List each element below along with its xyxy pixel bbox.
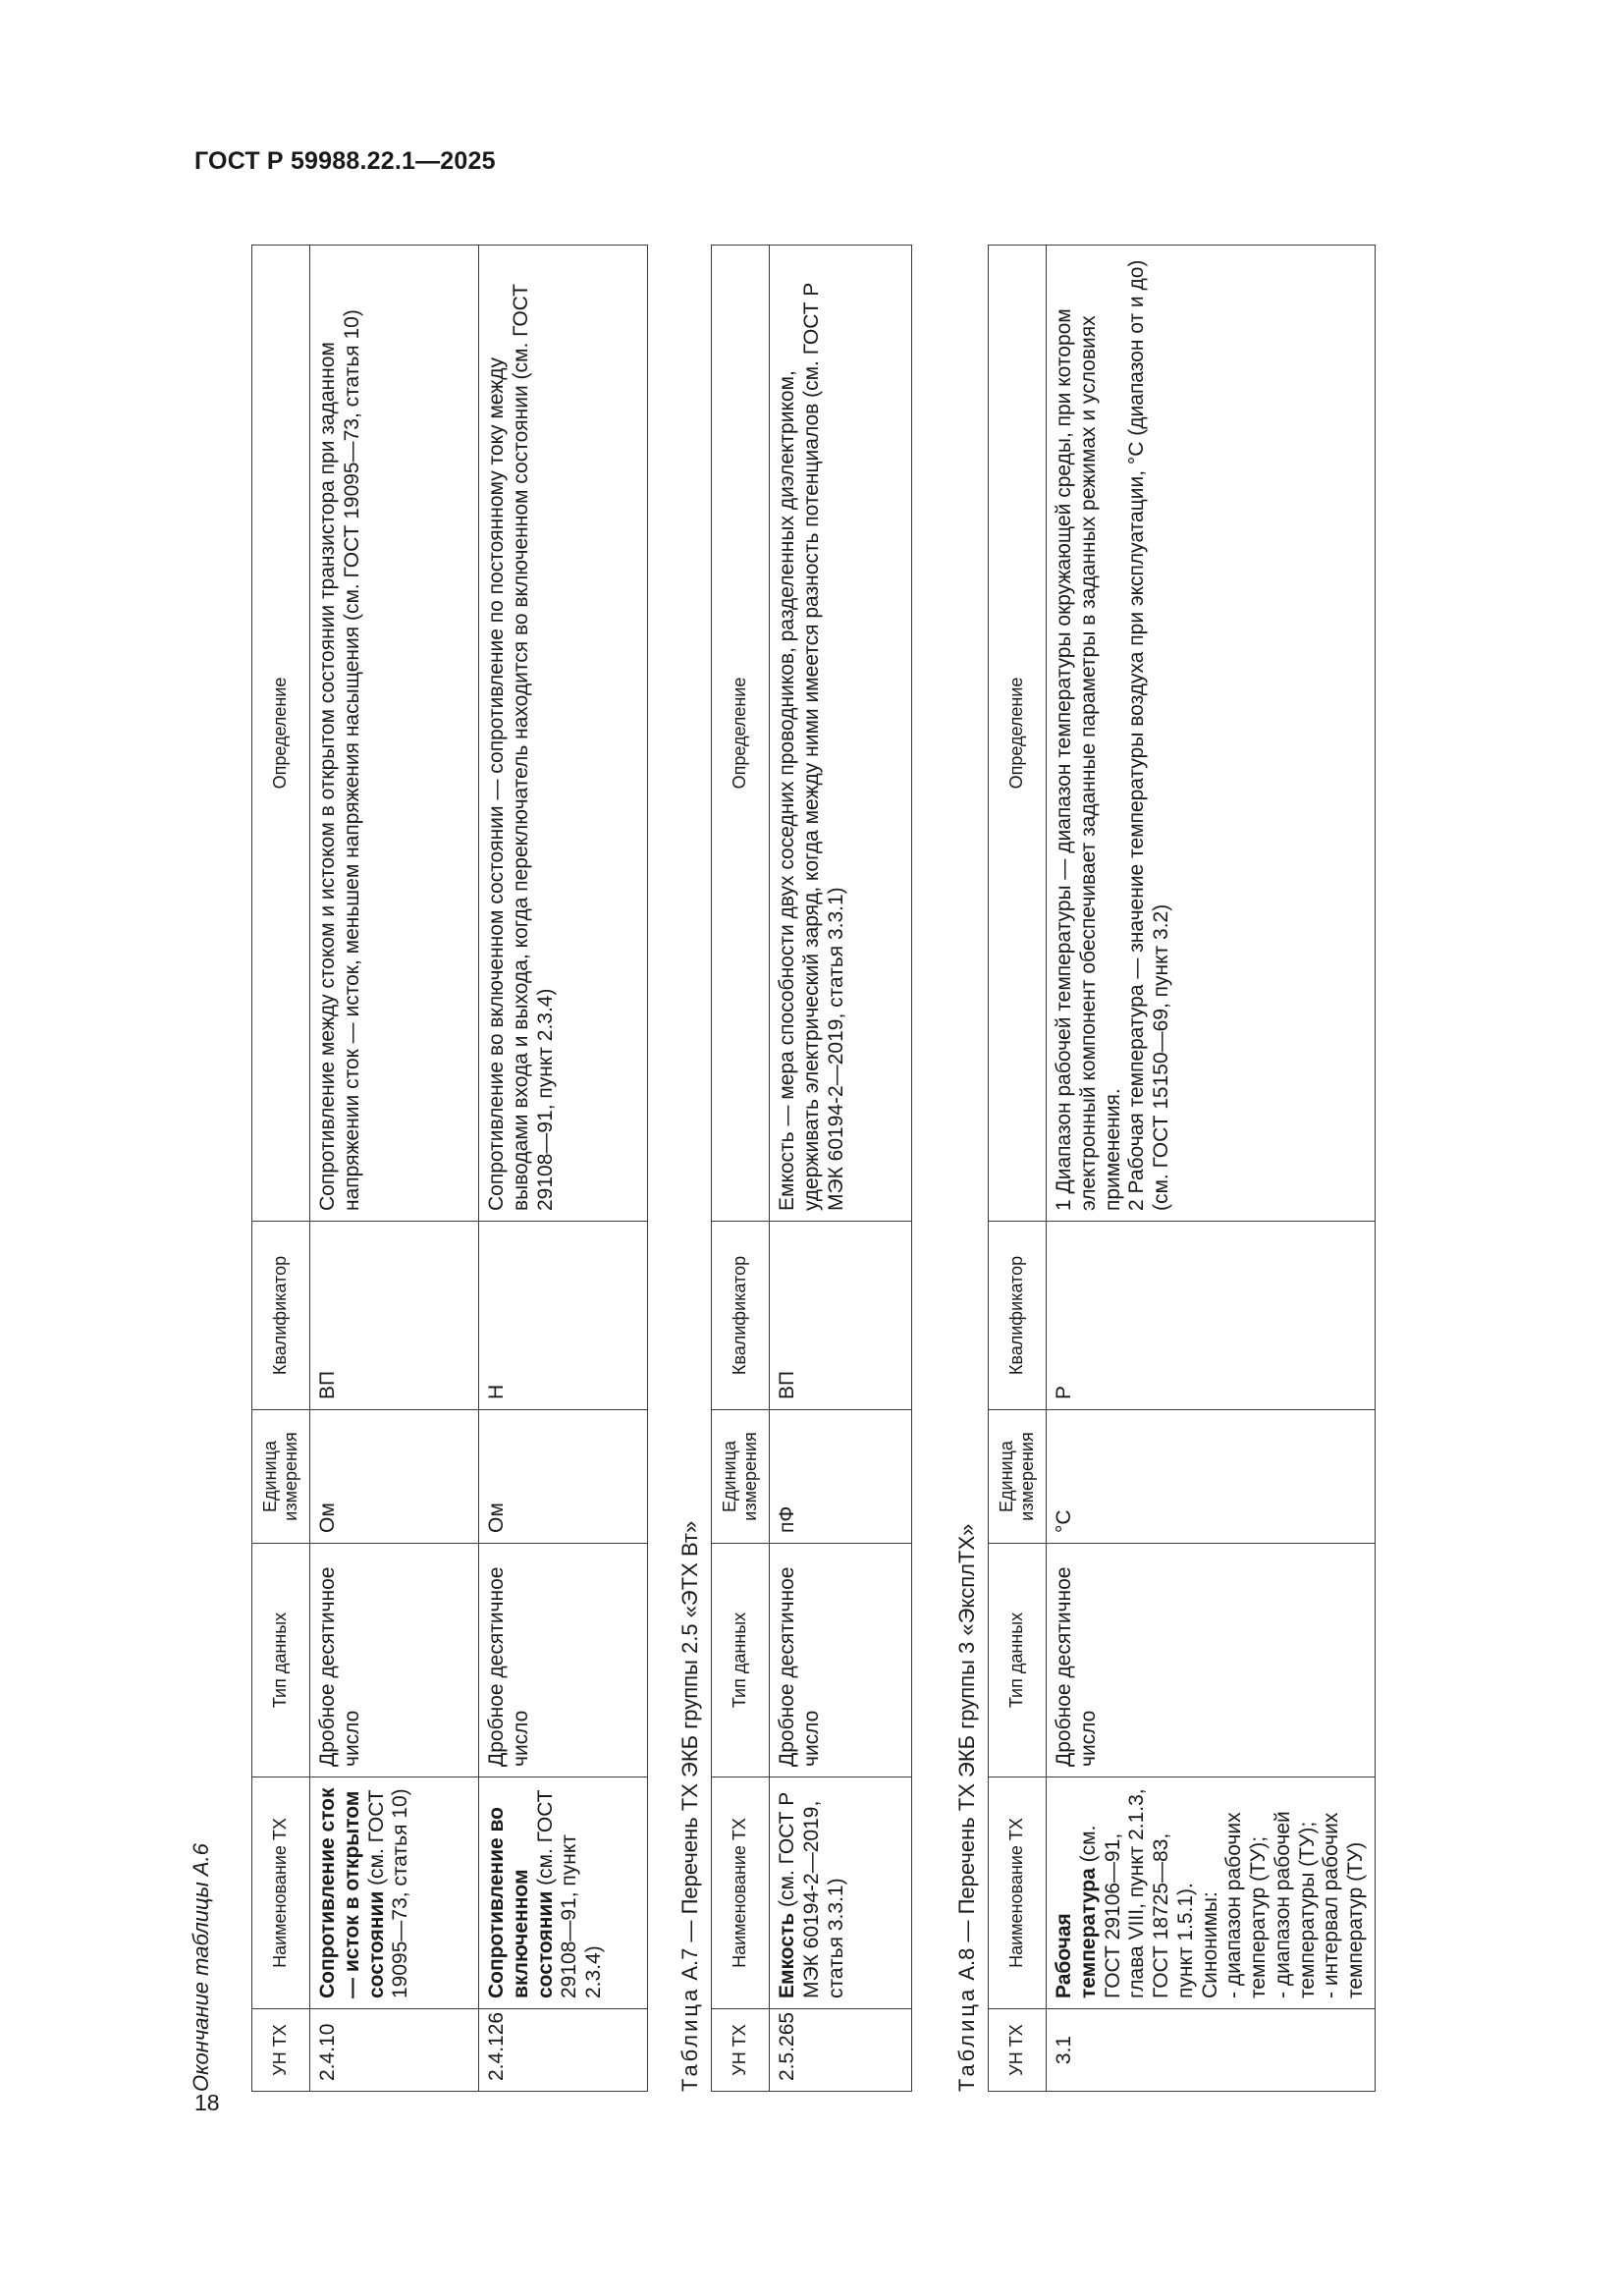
synonym-item: - диапазон рабочих температур (ТУ); <box>1222 1812 1271 1998</box>
col-unit-line2: измерения <box>740 1432 760 1521</box>
col-type: Тип данных <box>712 1544 770 1777</box>
term-ref: (см. ГОСТ 29106—91, глава VIII, пункт 2.1.3, ГОСТ 18725—83, пункт 1.5.1). <box>1076 1788 1197 1998</box>
col-unit-line1: Единица <box>259 1441 280 1512</box>
col-un: УН ТХ <box>712 2009 770 2092</box>
term-name: Емкость <box>776 1912 798 1998</box>
col-unit <box>989 1410 1047 1544</box>
document-header: ГОСТ Р 59988.22.1—2025 <box>194 147 496 175</box>
cell-name <box>1047 1777 1376 2009</box>
cell-qualifier: Р <box>1047 1222 1376 1410</box>
cell-type: Дробное десятичное число <box>1047 1544 1376 1777</box>
col-unit <box>252 1410 310 1544</box>
table-a6-header-row <box>252 246 310 2092</box>
col-name: Наименование ТХ <box>989 1777 1047 2009</box>
cell-name <box>310 1777 479 2009</box>
synonym-item: - диапазон рабочей температуры (ТУ); <box>1271 1811 1319 1998</box>
col-qualifier: Квалификатор <box>252 1222 310 1410</box>
cell-definition <box>1047 246 1376 1222</box>
col-type: Тип данных <box>252 1544 310 1777</box>
col-unit-line2: измерения <box>281 1432 300 1521</box>
cell-unit: Ом <box>479 1410 648 1544</box>
col-name: Наименование ТХ <box>252 1777 310 2009</box>
term-ref: (см. ГОСТ Р МЭК 60194-2—2019, статья 3.3.1) <box>776 1791 847 1998</box>
col-definition: Определение <box>989 246 1047 1222</box>
cell-type: Дробное десятичное число <box>770 1544 912 1777</box>
table-row <box>770 246 912 2092</box>
term-name: Сопротивление во включенном состоянии <box>485 1807 557 1998</box>
definition-item-1: 1 Диапазон рабочей температуры — диапазон температуры окружающей среды, при котором электронный компонент обеспечивает заданные параметры в заданных режимах и условиях применения. <box>1053 308 1124 1211</box>
col-unit-line1: Единица <box>719 1441 739 1512</box>
cell-unit: Ом <box>310 1410 479 1544</box>
table-a8-caption <box>954 1524 980 2092</box>
table-a6 <box>251 245 648 2092</box>
table-a7 <box>711 245 912 2092</box>
col-qualifier: Квалификатор <box>712 1222 770 1410</box>
table-a8 <box>988 245 1376 2092</box>
cell-definition: Сопротивление между стоком и истоком в открытом состоянии транзистора при заданном напряжении сток — исток, меньшем напряжения насыщения (см. ГОСТ 19095—73, статья 10) <box>310 246 479 1222</box>
col-qualifier: Квалификатор <box>989 1222 1047 1410</box>
cell-name <box>479 1777 648 2009</box>
table-row <box>310 246 479 2092</box>
cell-qualifier: ВП <box>770 1222 912 1410</box>
cell-un: 3.1 <box>1047 2009 1376 2092</box>
col-unit <box>712 1410 770 1544</box>
col-type: Тип данных <box>989 1544 1047 1777</box>
cell-type: Дробное десятичное число <box>479 1544 648 1777</box>
col-un: УН ТХ <box>989 2009 1047 2092</box>
cell-unit: °С <box>1047 1410 1376 1544</box>
cell-qualifier: Н <box>479 1222 648 1410</box>
term-name: Сопротивление сток — исток в открытом состоянии <box>316 1787 388 1998</box>
table-a7-header-row <box>712 246 770 2092</box>
table-a8-caption-word: Таблица <box>954 1986 979 2092</box>
table-row <box>479 246 648 2092</box>
cell-un: 2.4.126 <box>479 2009 648 2092</box>
definition-item-2: 2 Рабочая температура — значение температуры воздуха при эксплуатации, °С (диапазон от и до) (см. ГОСТ 15150—69, пункт 3.2) <box>1125 259 1173 1211</box>
col-unit-line2: измерения <box>1017 1432 1037 1521</box>
cell-un: 2.5.265 <box>770 2009 912 2092</box>
table-a8-caption-text: А.8 — Перечень ТХ ЭКБ группы 3 «ЭксплТХ» <box>954 1523 979 1987</box>
cell-definition: Емкость — мера способности двух соседних проводников, разделенных диэлектриком, удерживать электрический заряд, когда между ними имеется разность потенциалов (см. ГОСТ Р МЭК 60194-2—2019, статья 3.3.1) <box>770 246 912 1222</box>
cell-unit: пФ <box>770 1410 912 1544</box>
table-a7-caption <box>677 1521 703 2092</box>
table-a6-continuation-caption: Окончание таблицы А.6 <box>189 1843 213 2092</box>
col-definition: Определение <box>712 246 770 1222</box>
term-name: Рабочая температура <box>1053 1868 1100 1998</box>
col-definition: Определение <box>252 246 310 1222</box>
table-a8-header-row <box>989 246 1047 2092</box>
synonym-item: - интервал рабочих температур (ТУ) <box>1320 1812 1368 1998</box>
cell-definition: Сопротивление во включенном состоянии — сопротивление по постоянному току между выводами входа и выхода, когда переключатель находится во включенном состоянии (см. ГОСТ 29108—91, пункт 2.3.4) <box>479 246 648 1222</box>
col-name: Наименование ТХ <box>712 1777 770 2009</box>
table-a7-caption-text: А.7 — Перечень ТХ ЭКБ группы 2.5 «ЭТХ Вт» <box>677 1520 702 1987</box>
page-number: 18 <box>194 2090 220 2115</box>
synonyms-label: Синонимы: <box>1198 1891 1221 1998</box>
term-ref: (см. ГОСТ 19095—73, статья 10) <box>364 1788 412 1998</box>
cell-name <box>770 1777 912 2009</box>
cell-un: 2.4.10 <box>310 2009 479 2092</box>
table-row <box>1047 246 1376 2092</box>
col-un: УН ТХ <box>252 2009 310 2092</box>
cell-type: Дробное десятичное число <box>310 1544 479 1777</box>
table-a7-caption-word: Таблица <box>677 1986 702 2092</box>
rotated-content <box>187 206 1434 2092</box>
cell-qualifier: ВП <box>310 1222 479 1410</box>
col-unit-line1: Единица <box>996 1441 1016 1512</box>
term-ref: (см. ГОСТ 29108—91, пункт 2.3.4) <box>533 1789 606 1998</box>
